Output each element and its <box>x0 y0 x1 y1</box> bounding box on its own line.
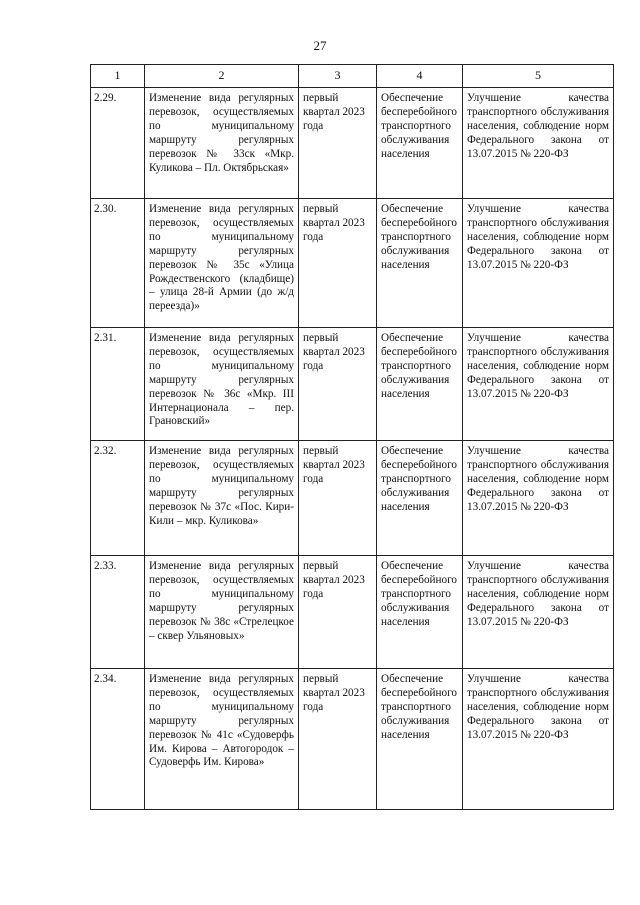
row-number: 2.32. <box>94 445 117 457</box>
row-description: Изменение вида регулярных перевозок, осуществляемых по муниципальному маршруту регулярных перевозок № 37с «Пос. Кири-Кили – мкр. Куликова» <box>149 445 294 527</box>
column-header-number: 1 <box>91 65 145 88</box>
table-row <box>91 199 614 328</box>
row-period: первый квартал 2023 года <box>303 445 365 485</box>
row-description: Изменение вида регулярных перевозок, осуществляемых по муниципальному маршруту регулярных перевозок № 35с «Улица Рождественского (кладбище) – улица 28-й Армии (до ж/д переезда)» <box>149 203 294 313</box>
row-result: Улучшение качества транспортного обслуживания населения, соблюдение норм Федерального закона от 13.07.2015 № 220-ФЗ <box>467 203 609 271</box>
row-purpose: Обеспечение бесперебойного транспортного обслуживания населения <box>381 92 458 160</box>
table-row <box>91 556 614 669</box>
row-number: 2.33. <box>94 560 117 572</box>
row-description: Изменение вида регулярных перевозок, осуществляемых по муниципальному маршруту регулярных перевозок № 36с «Мкр. III Интернационала – пер. Грановский» <box>149 332 294 428</box>
row-period: первый квартал 2023 года <box>303 673 365 713</box>
row-description: Изменение вида регулярных перевозок, осуществляемых по муниципальному маршруту регулярных перевозок № 33ск «Мкр. Куликова – Пл. Октябрьская» <box>149 92 294 174</box>
row-number-cell <box>91 441 145 556</box>
row-number: 2.34. <box>94 673 117 685</box>
column-header-period: 3 <box>299 65 377 88</box>
description-cell <box>145 556 299 669</box>
description-cell <box>145 669 299 810</box>
row-result: Улучшение качества транспортного обслуживания населения, соблюдение норм Федерального закона от 13.07.2015 № 220-ФЗ <box>467 445 609 513</box>
result-cell <box>463 88 614 199</box>
row-result: Улучшение качества транспортного обслуживания населения, соблюдение норм Федерального закона от 13.07.2015 № 220-ФЗ <box>467 332 609 400</box>
period-cell <box>299 199 377 328</box>
result-cell <box>463 328 614 441</box>
description-cell <box>145 441 299 556</box>
purpose-cell <box>377 328 463 441</box>
table-row <box>91 441 614 556</box>
row-number: 2.30. <box>94 203 117 215</box>
row-number: 2.31. <box>94 332 117 344</box>
row-purpose: Обеспечение бесперебойного транспортного обслуживания населения <box>381 560 458 628</box>
column-header-purpose: 4 <box>377 65 463 88</box>
row-period: первый квартал 2023 года <box>303 560 365 600</box>
purpose-cell <box>377 88 463 199</box>
row-period: первый квартал 2023 года <box>303 92 365 132</box>
column-header-result: 5 <box>463 65 614 88</box>
row-period: первый квартал 2023 года <box>303 203 365 243</box>
row-number: 2.29. <box>94 92 117 104</box>
row-result: Улучшение качества транспортного обслуживания населения, соблюдение норм Федерального закона от 13.07.2015 № 220-ФЗ <box>467 673 609 741</box>
result-cell <box>463 669 614 810</box>
row-number-cell <box>91 88 145 199</box>
plan-table <box>90 64 614 810</box>
purpose-cell <box>377 441 463 556</box>
result-cell <box>463 199 614 328</box>
purpose-cell <box>377 669 463 810</box>
table-header-row <box>91 65 614 88</box>
table-row <box>91 328 614 441</box>
description-cell <box>145 88 299 199</box>
description-cell <box>145 328 299 441</box>
result-cell <box>463 441 614 556</box>
column-header-description: 2 <box>145 65 299 88</box>
period-cell <box>299 441 377 556</box>
row-purpose: Обеспечение бесперебойного транспортного обслуживания населения <box>381 332 458 400</box>
row-purpose: Обеспечение бесперебойного транспортного обслуживания населения <box>381 673 458 741</box>
table-row <box>91 88 614 199</box>
page-number: 27 <box>313 38 327 53</box>
description-cell <box>145 199 299 328</box>
row-period: первый квартал 2023 года <box>303 332 365 372</box>
purpose-cell <box>377 556 463 669</box>
period-cell <box>299 88 377 199</box>
purpose-cell <box>377 199 463 328</box>
row-purpose: Обеспечение бесперебойного транспортного обслуживания населения <box>381 203 458 271</box>
row-purpose: Обеспечение бесперебойного транспортного обслуживания населения <box>381 445 458 513</box>
period-cell <box>299 328 377 441</box>
row-number-cell <box>91 199 145 328</box>
row-description: Изменение вида регулярных перевозок, осуществляемых по муниципальному маршруту регулярных перевозок № 41с «Судоверфь Им. Кирова – Автогородок – Судоверфь Им. Кирова» <box>149 673 294 769</box>
period-cell <box>299 669 377 810</box>
result-cell <box>463 556 614 669</box>
row-description: Изменение вида регулярных перевозок, осуществляемых по муниципальному маршруту регулярных перевозок № 38с «Стрелецкое – сквер Ульяновых» <box>149 560 294 642</box>
period-cell <box>299 556 377 669</box>
table-row <box>91 669 614 810</box>
row-number-cell <box>91 328 145 441</box>
row-number-cell <box>91 669 145 810</box>
row-result: Улучшение качества транспортного обслуживания населения, соблюдение норм Федерального закона от 13.07.2015 № 220-ФЗ <box>467 560 609 628</box>
row-number-cell <box>91 556 145 669</box>
row-result: Улучшение качества транспортного обслуживания населения, соблюдение норм Федерального закона от 13.07.2015 № 220-ФЗ <box>467 92 609 160</box>
